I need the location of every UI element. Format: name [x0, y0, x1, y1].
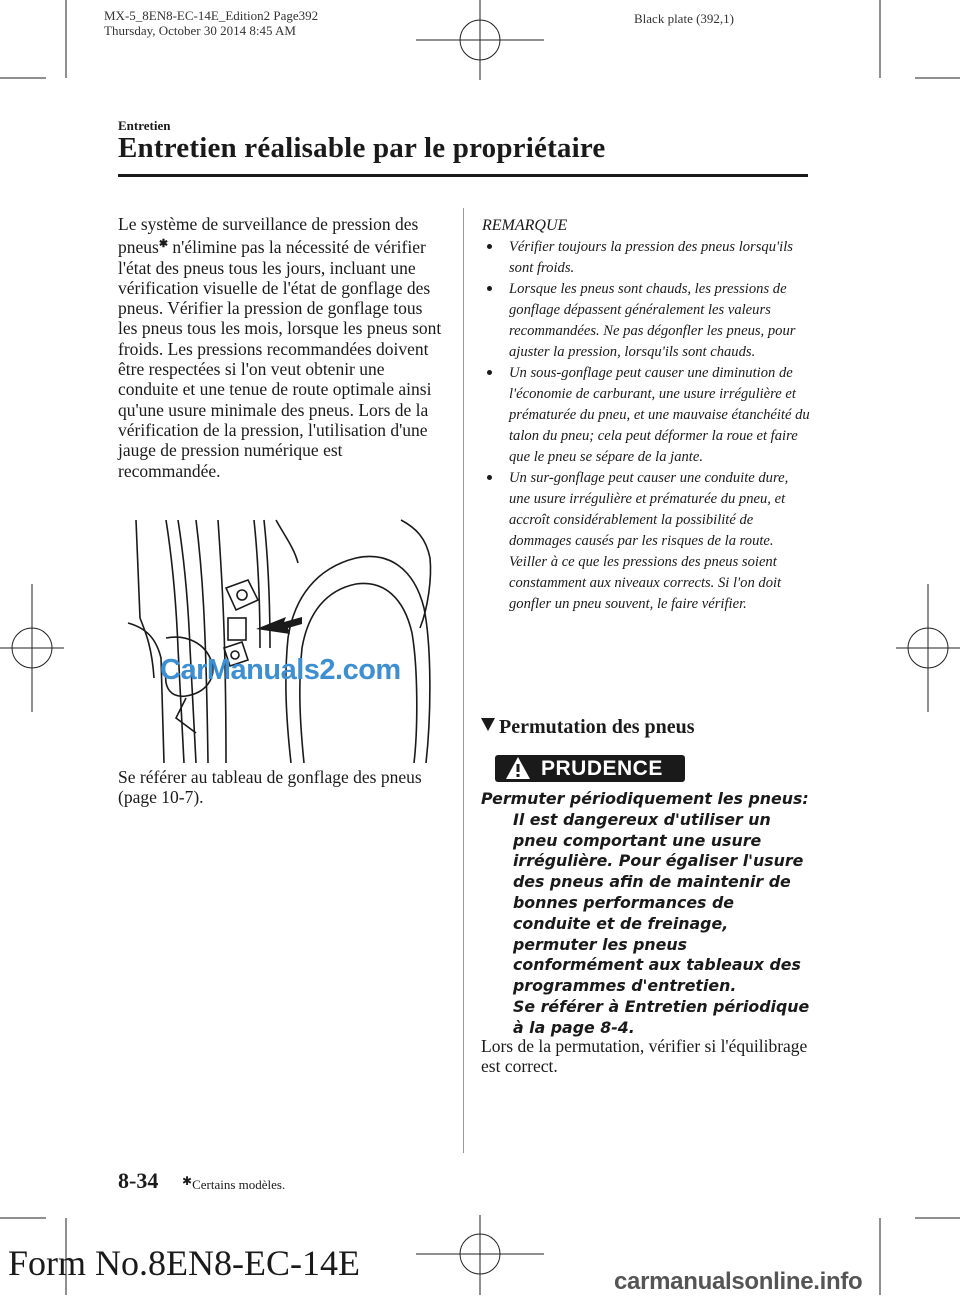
page-title: Entretien réalisable par le propriétaire — [118, 132, 606, 164]
plate-label: Black plate (392,1) — [634, 11, 734, 26]
section-label: Entretien — [118, 118, 171, 133]
section-heading — [481, 716, 695, 739]
form-number: Form No.8EN8-EC-14E — [8, 1243, 360, 1283]
print-date-line: Thursday, October 30 2014 8:45 AM — [104, 23, 296, 38]
tpms-paragraph — [118, 214, 443, 481]
watermark-text: CarManuals2.com — [160, 654, 401, 686]
tpms-text-part1: Le système de surveillance de pression des pneus — [118, 214, 419, 258]
remarque-item-text: Un sous-gonflage peut causer une diminution de l'économie de carburant, une usure irrégulière et prématurée du pneu, et une mauvaise étanchéité du talon du pneu; cela peut déformer la roue et faire que le pneu se sépare de la jante. — [509, 365, 810, 465]
inflation-table-reference: Se référer au tableau de gonflage des pneus (page 10-7). — [118, 767, 422, 808]
remarque-title: REMARQUE — [482, 217, 568, 234]
title-rule — [118, 174, 808, 177]
triangle-down-icon — [481, 718, 495, 731]
site-watermark: carmanualsonline.info — [614, 1268, 863, 1295]
list-item — [482, 279, 812, 363]
bullet-icon — [487, 286, 492, 291]
section-heading-text: Permutation des pneus — [499, 716, 695, 738]
caution-badge — [495, 755, 685, 782]
print-file-line: MX-5_8EN8-EC-14E_Edition2 Page392 — [104, 8, 319, 23]
bullet-icon — [487, 244, 492, 249]
tire-placard-illustration — [126, 518, 436, 763]
caution-title: Permuter périodiquement les pneus: — [481, 789, 809, 808]
footnote — [182, 1174, 285, 1193]
footnote-text: Certains modèles. — [192, 1177, 286, 1192]
balance-check-paragraph: Lors de la permutation, vérifier si l'équilibrage est correct. — [481, 1036, 808, 1077]
caution-label: PRUDENCE — [541, 756, 663, 780]
caution-reference: Se référer à Entretien périodique à la page 8-4. — [513, 996, 810, 1037]
asterisk-marker: ✱ — [158, 238, 169, 251]
warning-icon — [505, 756, 531, 780]
print-slug — [104, 8, 318, 38]
caution-text — [481, 789, 811, 1039]
column-divider — [463, 208, 464, 1153]
footnote-asterisk: ✱ — [182, 1174, 193, 1188]
remarque-item-text: Un sur-gonflage peut causer une conduite dure, une usure irrégulière et prématurée du pneu, et accroît considérablement la possibilité de dommages causés par les risques de la route. Veiller à ce que les pressions des pneus soient constamment aux niveaux corrects. Si l'on doit gonfler un pneu souvent, le faire vérifier. — [509, 470, 789, 612]
list-item — [482, 237, 812, 279]
bullet-icon — [487, 475, 492, 480]
caution-body: Il est dangereux d'utiliser un pneu comportant une usure irrégulière. Pour égaliser l'usure des pneus afin de maintenir de bonnes performances de conduite et de freinage, permuter les pneus conformément aux tableaux des programmes d'entretien. — [513, 809, 804, 996]
remarque-list — [482, 237, 812, 615]
list-item — [482, 363, 812, 468]
list-item — [482, 468, 812, 615]
remarque-item-text: Vérifier toujours la pression des pneus lorsqu'ils sont froids. — [509, 239, 793, 276]
bullet-icon — [487, 370, 492, 375]
remarque-item-text: Lorsque les pneus sont chauds, les pressions de gonflage dépassent généralement les valeurs recommandées. Ne pas dégonfler les pneus, pour ajuster la pression, lorsqu'ils sont chauds. — [509, 281, 796, 360]
tpms-text-part2: n'élimine pas la nécessité de vérifier l'état des pneus tous les jours, incluant une vérification visuelle de l'état de gonflage des pneus. Vérifier la pression de gonflage tous les pneus tous les mois, lorsque les pneus sont froids. Les pressions recommandées doivent être respectées si l'on veut obtenir une conduite et une tenue de route optimale ainsi qu'une usure minimale des pneus. Lors de la vérification de la pression, l'utilisation d'une jauge de pression numérique est recommandée. — [118, 237, 442, 481]
page-number: 8-34 — [118, 1168, 159, 1193]
